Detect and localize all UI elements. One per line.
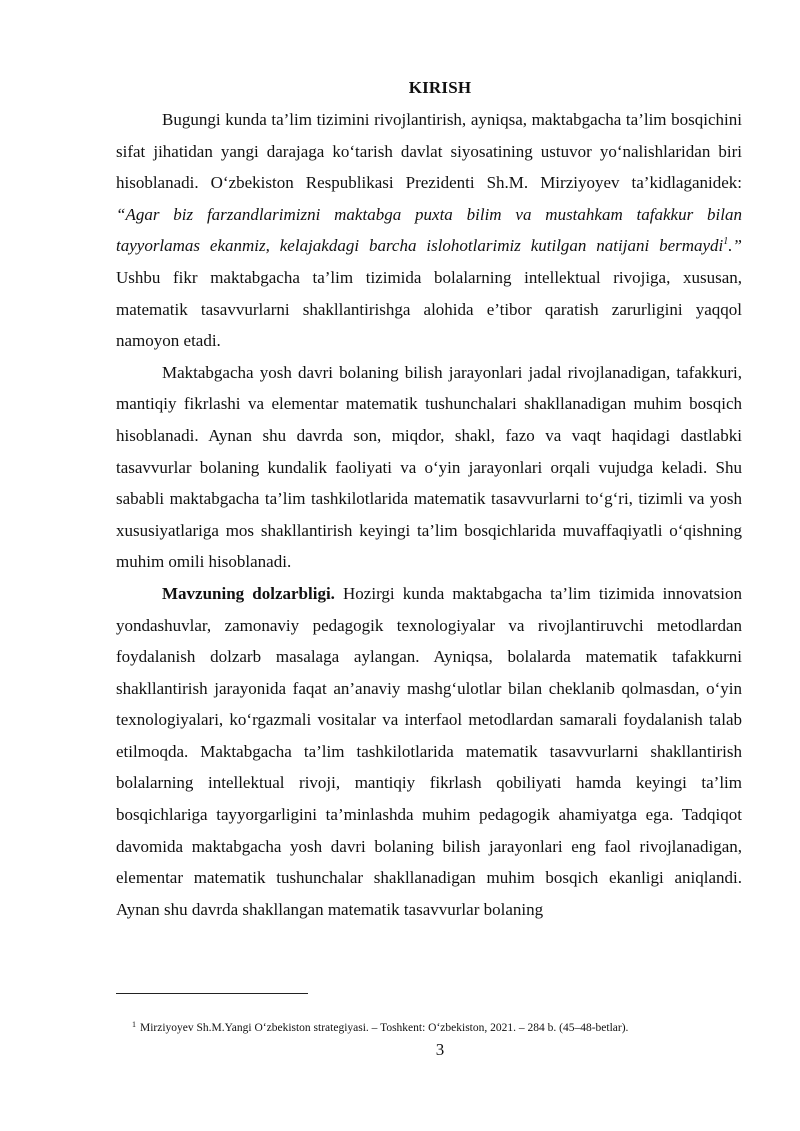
body-text [116,104,742,925]
footnote-separator [116,993,308,994]
paragraph-preschool-age: Maktabgacha yosh davri bolaning bilish jarayonlari jadal rivojlanadigan, tafakkuri, mantiqiy fikrlashi va elementar matematik tushunchalari shakllanadigan muhim bosqich hisoblanadi. Aynan shu davrda son, miqdor, shakl, fazo va vaqt haqidagi dastlabki tasavvurlar bolaning kundalik faoliyati va o‘yin jarayonlari orqali vujudga keladi. Shu sababli maktabgacha ta’lim tashkilotlarida matematik tasavvurlarni to‘g‘ri, tizimli va yosh xususiyatlariga mos shakllantirish keyingi ta’lim bosqichlarida muvaffaqiyatli o‘qishning muhim omili hisoblanadi. [116,362,742,572]
section-heading: KIRISH [408,78,472,97]
relevance-text: Hozirgi kunda maktabgacha ta’lim tizimida innovatsion yondashuvlar, zamonaviy pedagogik texnologiyalar va rivojlantiruvchi metodlardan foydalanish dolzarb masalaga aylangan. Ayniqsa, bolalarda matematik tafakkurni shakllantirish jarayonida faqat an’anaviy mashg‘ulotlar bilan cheklanib qolmasdan, o‘yin texnologiyalari, ko‘rgazmali vositalar va interfaol metodlardan samarali foydalanish talab etilmoqda. Maktabgacha ta’lim tashkilotlarida matematik tasavvurlarni shakllantirish bolalarning intellektual rivoji, mantiqiy fikrlash qobiliyati hamda keyingi ta’lim bosqichlariga tayyorgarligini ta’minlashda muhim pedagogik ahamiyatga ega. Tadqiqot davomida maktabgacha yosh davri bolaning bilish jarayonlari eng faol rivojlanadigan, elementar matematik tushunchalar shakllanadigan muhim bosqich ekanligi aniqlandi. Aynan shu davrda shakllangan matematik tasavvurlar bolaning [116,583,742,919]
intro-text-continued: Ushbu fikr maktabgacha ta’lim tizimida bolalarning intellektual rivojiga, xususan, matematik tasavvurlarni shakllantirishga alohida e’tibor qaratish zarurligini yaqqol namoyon etadi. [116,267,742,351]
footnote-reference[interactable]: 1 [723,236,729,248]
intro-text: Bugungi kunda ta’lim tizimini rivojlantirish, ayniqsa, maktabgacha ta’lim bosqichini sifat jihatidan yangi darajaga ko‘tarish davlat siyosatining ustuvor yo‘nalishlaridan biri hisoblanadi. O‘zbekiston Respublikasi Prezidenti Sh.M. Mirziyoyev ta’kidlaganidek: [116,110,742,193]
footnote-marker: 1 [132,1020,136,1029]
paragraph-relevance [116,578,742,926]
page-number: 3 [435,1040,445,1059]
paragraph-intro [116,104,742,357]
relevance-lead: Mavzuning dolzarbligi. [162,583,335,603]
footnote-text: Mirziyoyev Sh.M.Yangi O‘zbekiston strategiyasi. – Toshkent: O‘zbekiston, 2021. – 284 b. (45–48-betlar). [140,1022,629,1034]
footnote [132,1021,772,1035]
president-quote: “Agar biz farzandlarimizni maktabga puxta bilim va mustahkam tafakkur bilan tayyorlamas ekanmiz, kelajakdagi barcha islohotlarimiz kutilgan natijani bermaydi$^1$.” [116,204,742,256]
